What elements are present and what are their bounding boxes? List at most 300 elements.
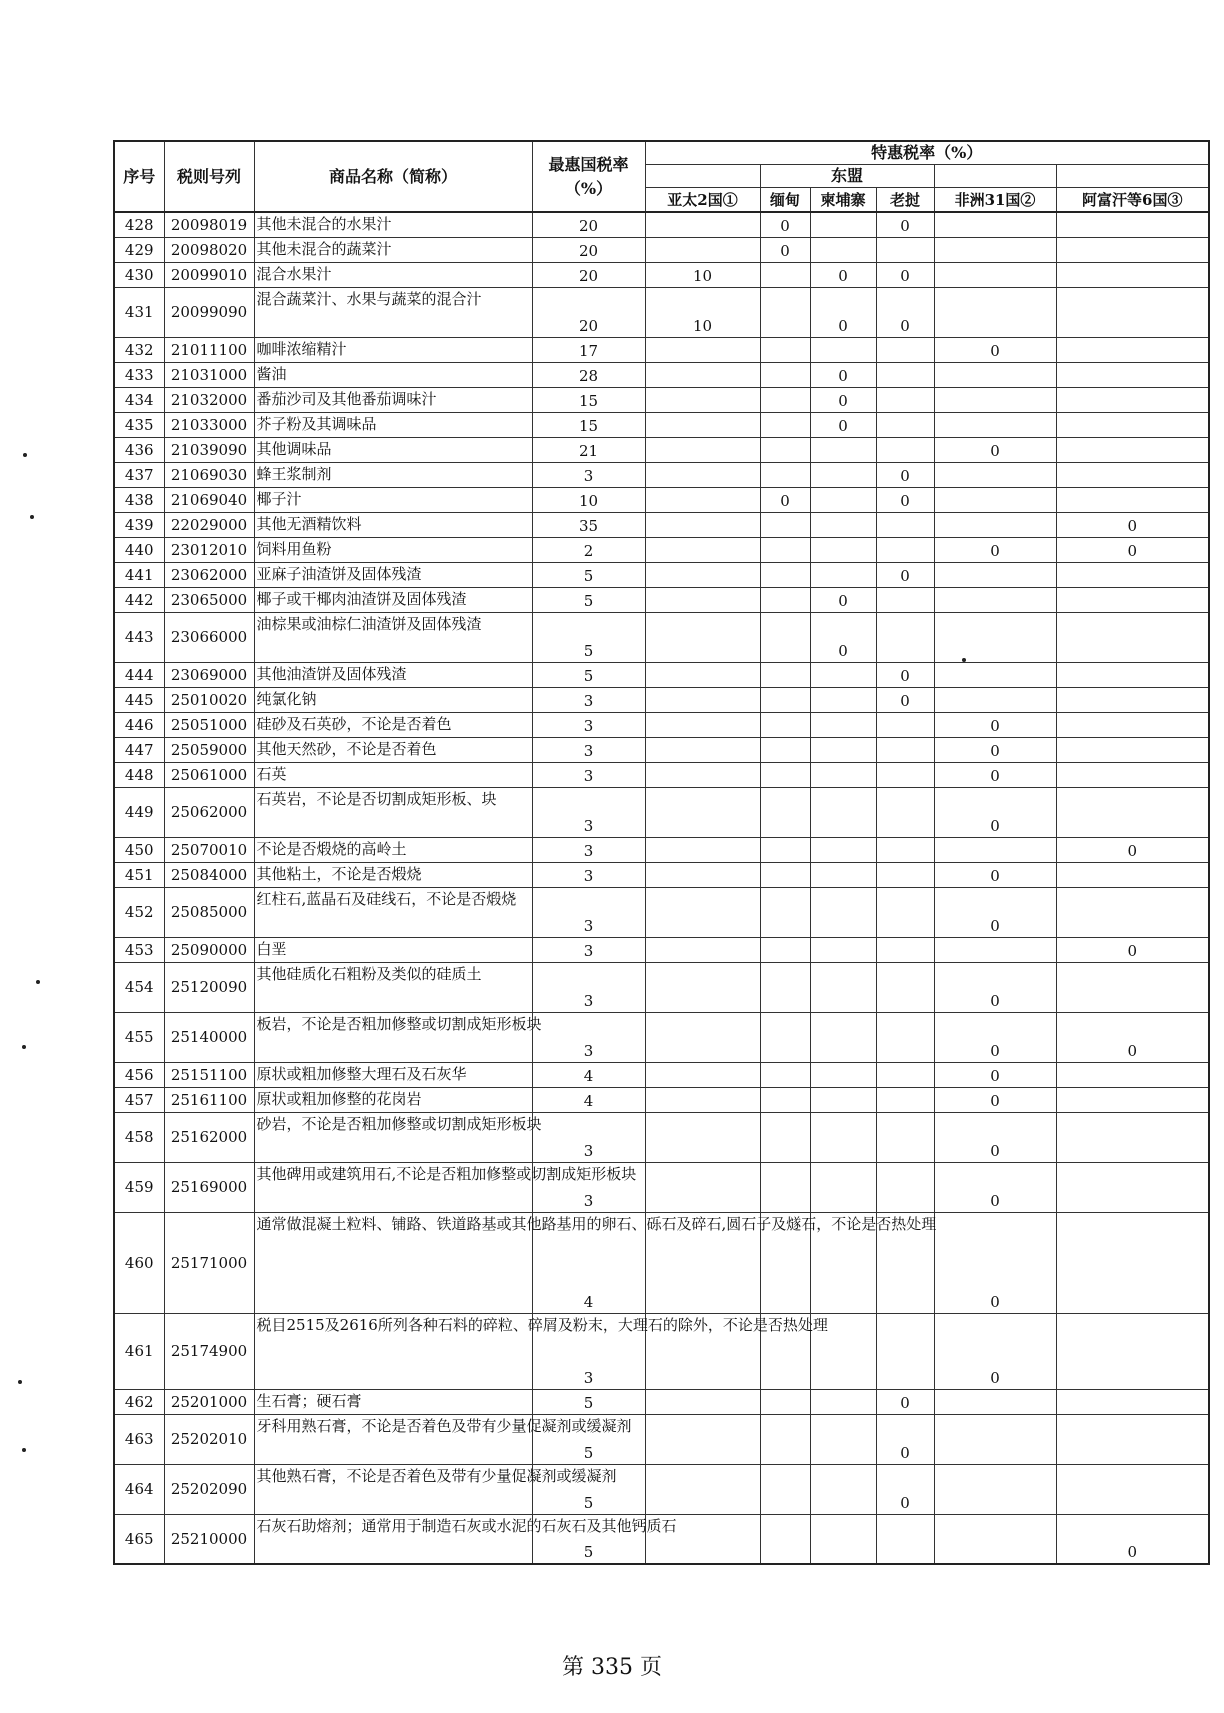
cell-apta [645,737,760,762]
cell-name: 其他未混合的蔬菜汁 [254,237,532,262]
cell-apta [645,512,760,537]
table-header [114,141,1209,212]
table-row [114,687,1209,712]
cell-myanmar [760,712,810,737]
cell-myanmar [760,462,810,487]
cell-cambodia [810,962,876,1012]
cell-afghanistan [1056,412,1209,437]
cell-afghanistan [1056,387,1209,412]
cell-afghanistan [1056,762,1209,787]
cell-cambodia: 0 [810,387,876,412]
cell-myanmar [760,687,810,712]
table-row [114,1112,1209,1162]
cell-africa: 0 [934,1062,1056,1087]
cell-myanmar [760,1012,810,1062]
table-row [114,612,1209,662]
cell-name: 原状或粗加修整的花岗岩 [254,1087,532,1112]
cell-seq: 441 [114,562,164,587]
cell-myanmar [760,937,810,962]
cell-myanmar [760,537,810,562]
scan-speck [22,1045,26,1049]
scan-speck [962,658,966,662]
cell-seq: 451 [114,862,164,887]
cell-seq: 428 [114,212,164,237]
table-row [114,1062,1209,1087]
cell-apta [645,587,760,612]
cell-name: 芥子粉及其调味品 [254,412,532,437]
cell-laos [876,412,934,437]
cell-afghanistan: 0 [1056,512,1209,537]
cell-name: 石灰石助熔剂；通常用于制造石灰或水泥的石灰石及其他钙质石 [254,1514,532,1564]
cell-seq: 452 [114,887,164,937]
cell-africa: 0 [934,1162,1056,1212]
cell-seq: 448 [114,762,164,787]
cell-afghanistan [1056,1212,1209,1313]
cell-name: 纯氯化钠 [254,687,532,712]
cell-seq: 460 [114,1212,164,1313]
cell-afghanistan [1056,1313,1209,1389]
cell-apta [645,762,760,787]
cell-laos: 0 [876,1389,934,1414]
cell-cambodia [810,762,876,787]
table-row [114,937,1209,962]
header-afghanistan: 阿富汗等6国③ [1056,188,1209,213]
cell-cambodia [810,437,876,462]
cell-seq: 432 [114,337,164,362]
cell-africa: 0 [934,1212,1056,1313]
cell-laos: 0 [876,1414,934,1464]
cell-apta [645,862,760,887]
cell-mfn: 3 [532,1012,645,1062]
cell-afghanistan [1056,862,1209,887]
cell-africa [934,587,1056,612]
cell-myanmar [760,1464,810,1514]
cell-laos [876,962,934,1012]
cell-mfn: 3 [532,712,645,737]
cell-code: 25202010 [164,1414,254,1464]
cell-africa: 0 [934,862,1056,887]
cell-africa: 0 [934,537,1056,562]
table-row [114,1212,1209,1313]
cell-africa [934,1414,1056,1464]
cell-afghanistan [1056,212,1209,237]
cell-name: 咖啡浓缩精汁 [254,337,532,362]
cell-apta [645,1012,760,1062]
cell-laos [876,887,934,937]
cell-myanmar [760,862,810,887]
cell-afghanistan [1056,687,1209,712]
cell-myanmar [760,1514,810,1564]
cell-code: 20099010 [164,262,254,287]
cell-laos [876,237,934,262]
cell-seq: 458 [114,1112,164,1162]
cell-mfn: 20 [532,262,645,287]
cell-myanmar: 0 [760,487,810,512]
cell-name: 红柱石,蓝晶石及硅线石，不论是否煅烧 [254,887,532,937]
cell-africa [934,262,1056,287]
cell-seq: 439 [114,512,164,537]
cell-apta [645,937,760,962]
cell-laos [876,437,934,462]
cell-myanmar [760,562,810,587]
cell-laos [876,587,934,612]
cell-apta [645,787,760,837]
cell-code: 25171000 [164,1212,254,1313]
cell-seq: 464 [114,1464,164,1514]
cell-laos [876,387,934,412]
table-row [114,1464,1209,1514]
cell-myanmar [760,587,810,612]
header-apta: 亚太2国① [645,188,760,213]
table-row [114,212,1209,237]
scan-speck [23,453,27,457]
cell-apta [645,337,760,362]
cell-seq: 434 [114,387,164,412]
cell-name: 其他油渣饼及固体残渣 [254,662,532,687]
cell-apta [645,1087,760,1112]
cell-myanmar [760,962,810,1012]
cell-name: 其他硅质化石粗粉及类似的硅质土 [254,962,532,1012]
cell-myanmar [760,887,810,937]
cell-seq: 459 [114,1162,164,1212]
cell-name: 硅砂及石英砂，不论是否着色 [254,712,532,737]
cell-cambodia [810,1162,876,1212]
cell-name: 通常做混凝土粒料、铺路、铁道路基或其他路基用的卵石、砾石及碎石,圆石子及燧石，不论是否热处理 [254,1212,532,1313]
cell-africa [934,562,1056,587]
cell-apta [645,537,760,562]
cell-laos: 0 [876,487,934,512]
cell-mfn: 5 [532,1414,645,1464]
cell-mfn: 4 [532,1062,645,1087]
cell-code: 25084000 [164,862,254,887]
cell-africa [934,212,1056,237]
cell-africa [934,687,1056,712]
cell-myanmar [760,262,810,287]
cell-afghanistan [1056,587,1209,612]
cell-cambodia [810,537,876,562]
cell-apta [645,562,760,587]
cell-name: 生石膏；硬石膏 [254,1389,532,1414]
cell-apta [645,362,760,387]
cell-cambodia: 0 [810,262,876,287]
cell-name: 混合蔬菜汁、水果与蔬菜的混合汁 [254,287,532,337]
scan-speck [18,1380,22,1384]
table-row [114,837,1209,862]
cell-name: 番茄沙司及其他番茄调味汁 [254,387,532,412]
cell-apta [645,1414,760,1464]
table-row [114,462,1209,487]
cell-laos: 0 [876,1464,934,1514]
cell-code: 25070010 [164,837,254,862]
scan-speck [36,980,40,984]
cell-africa [934,462,1056,487]
cell-afghanistan [1056,1062,1209,1087]
cell-code: 25085000 [164,887,254,937]
cell-cambodia [810,1514,876,1564]
cell-mfn: 3 [532,737,645,762]
cell-cambodia [810,1012,876,1062]
cell-myanmar [760,837,810,862]
cell-mfn: 20 [532,287,645,337]
cell-laos: 0 [876,462,934,487]
cell-laos [876,762,934,787]
cell-mfn: 3 [532,687,645,712]
cell-seq: 440 [114,537,164,562]
scan-speck [22,1448,26,1452]
cell-myanmar [760,787,810,837]
cell-myanmar [760,412,810,437]
cell-code: 25010020 [164,687,254,712]
cell-apta [645,1464,760,1514]
cell-apta [645,687,760,712]
cell-code: 23066000 [164,612,254,662]
cell-mfn: 3 [532,837,645,862]
cell-name: 石英岩，不论是否切割成矩形板、块 [254,787,532,837]
cell-cambodia [810,1112,876,1162]
cell-laos: 0 [876,287,934,337]
cell-laos [876,337,934,362]
cell-apta [645,412,760,437]
cell-name: 原状或粗加修整大理石及石灰华 [254,1062,532,1087]
cell-africa [934,937,1056,962]
cell-name: 蜂王浆制剂 [254,462,532,487]
cell-name: 石英 [254,762,532,787]
cell-seq: 444 [114,662,164,687]
cell-myanmar [760,1112,810,1162]
table-row [114,1414,1209,1464]
cell-apta [645,612,760,662]
cell-code: 20099090 [164,287,254,337]
cell-code: 25090000 [164,937,254,962]
table-row [114,437,1209,462]
cell-africa: 0 [934,737,1056,762]
cell-cambodia: 0 [810,587,876,612]
cell-mfn: 5 [532,562,645,587]
cell-name: 混合水果汁 [254,262,532,287]
cell-africa: 0 [934,1012,1056,1062]
cell-afghanistan: 0 [1056,537,1209,562]
cell-mfn: 2 [532,537,645,562]
cell-myanmar [760,437,810,462]
cell-africa: 0 [934,887,1056,937]
header-blank-apta [645,165,760,188]
cell-mfn: 5 [532,587,645,612]
cell-code: 21032000 [164,387,254,412]
cell-africa [934,1464,1056,1514]
table-row [114,662,1209,687]
cell-code: 21031000 [164,362,254,387]
cell-myanmar [760,512,810,537]
cell-seq: 450 [114,837,164,862]
cell-mfn: 5 [532,662,645,687]
cell-code: 25061000 [164,762,254,787]
cell-seq: 443 [114,612,164,662]
cell-afghanistan [1056,237,1209,262]
cell-code: 25051000 [164,712,254,737]
cell-name: 不论是否煅烧的高岭土 [254,837,532,862]
cell-mfn: 3 [532,887,645,937]
cell-seq: 461 [114,1313,164,1389]
cell-africa [934,487,1056,512]
table-row [114,487,1209,512]
cell-code: 25140000 [164,1012,254,1062]
cell-cambodia [810,1087,876,1112]
cell-cambodia [810,562,876,587]
cell-laos [876,1062,934,1087]
cell-afghanistan [1056,287,1209,337]
cell-seq: 433 [114,362,164,387]
cell-code: 23062000 [164,562,254,587]
cell-mfn: 3 [532,937,645,962]
cell-afghanistan [1056,1087,1209,1112]
cell-name: 白垩 [254,937,532,962]
table-row [114,787,1209,837]
cell-myanmar [760,337,810,362]
cell-laos: 0 [876,687,934,712]
cell-myanmar: 0 [760,212,810,237]
cell-africa [934,837,1056,862]
cell-cambodia [810,737,876,762]
cell-afghanistan [1056,1112,1209,1162]
cell-africa [934,1389,1056,1414]
cell-myanmar [760,737,810,762]
cell-cambodia [810,487,876,512]
cell-code: 21033000 [164,412,254,437]
cell-cambodia [810,862,876,887]
table-row [114,737,1209,762]
cell-myanmar [760,662,810,687]
cell-afghanistan [1056,887,1209,937]
cell-afghanistan [1056,1389,1209,1414]
cell-myanmar [760,287,810,337]
cell-apta [645,1062,760,1087]
cell-seq: 442 [114,587,164,612]
cell-africa [934,612,1056,662]
cell-laos: 0 [876,562,934,587]
header-myanmar: 缅甸 [760,188,810,213]
cell-apta [645,462,760,487]
cell-cambodia [810,1464,876,1514]
cell-seq: 454 [114,962,164,1012]
table-row [114,887,1209,937]
cell-cambodia [810,1062,876,1087]
cell-code: 21011100 [164,337,254,362]
cell-africa [934,412,1056,437]
cell-apta [645,1162,760,1212]
cell-laos [876,862,934,887]
cell-africa: 0 [934,787,1056,837]
table-row [114,512,1209,537]
table-row [114,712,1209,737]
cell-mfn: 21 [532,437,645,462]
header-blank-afghanistan [1056,165,1209,188]
cell-myanmar [760,1389,810,1414]
cell-name: 其他调味品 [254,437,532,462]
scan-speck [30,515,34,519]
cell-laos [876,1514,934,1564]
cell-afghanistan [1056,487,1209,512]
cell-apta: 10 [645,262,760,287]
cell-afghanistan: 0 [1056,837,1209,862]
cell-afghanistan [1056,1414,1209,1464]
cell-apta [645,837,760,862]
cell-seq: 437 [114,462,164,487]
cell-name: 其他粘土，不论是否煅烧 [254,862,532,887]
cell-code: 21039090 [164,437,254,462]
page-number: 第 335 页 [562,1655,662,1680]
cell-myanmar [760,762,810,787]
cell-africa [934,362,1056,387]
cell-apta: 10 [645,287,760,337]
table-row [114,1012,1209,1062]
cell-apta [645,887,760,937]
cell-name: 椰子或干椰肉油渣饼及固体残渣 [254,587,532,612]
cell-cambodia [810,787,876,837]
cell-laos [876,1087,934,1112]
cell-seq: 447 [114,737,164,762]
header-laos: 老挝 [876,188,934,213]
table-row [114,1087,1209,1112]
cell-laos [876,612,934,662]
header-blank-africa [934,165,1056,188]
cell-name: 亚麻子油渣饼及固体残渣 [254,562,532,587]
cell-cambodia [810,512,876,537]
cell-afghanistan [1056,712,1209,737]
cell-myanmar [760,1087,810,1112]
cell-apta [645,1112,760,1162]
cell-cambodia [810,837,876,862]
cell-afghanistan [1056,362,1209,387]
cell-seq: 465 [114,1514,164,1564]
cell-afghanistan [1056,1464,1209,1514]
cell-cambodia [810,1414,876,1464]
cell-afghanistan [1056,962,1209,1012]
cell-code: 25169000 [164,1162,254,1212]
cell-africa [934,287,1056,337]
cell-name: 其他未混合的水果汁 [254,212,532,237]
cell-cambodia [810,1389,876,1414]
cell-mfn: 20 [532,237,645,262]
cell-mfn: 3 [532,862,645,887]
table-row [114,562,1209,587]
cell-cambodia [810,937,876,962]
cell-mfn: 35 [532,512,645,537]
cell-laos: 0 [876,212,934,237]
cell-afghanistan [1056,437,1209,462]
cell-mfn: 3 [532,962,645,1012]
cell-name: 油棕果或油棕仁油渣饼及固体残渣 [254,612,532,662]
cell-seq: 435 [114,412,164,437]
cell-mfn: 5 [532,1389,645,1414]
cell-seq: 456 [114,1062,164,1087]
cell-code: 23069000 [164,662,254,687]
cell-cambodia: 0 [810,287,876,337]
cell-mfn: 15 [532,412,645,437]
cell-mfn: 28 [532,362,645,387]
cell-seq: 445 [114,687,164,712]
cell-apta [645,662,760,687]
cell-name: 酱油 [254,362,532,387]
table-row [114,287,1209,337]
cell-laos [876,837,934,862]
cell-laos [876,1112,934,1162]
cell-apta [645,387,760,412]
cell-africa: 0 [934,437,1056,462]
cell-name: 其他碑用或建筑用石,不论是否粗加修整或切割成矩形板块 [254,1162,532,1212]
table-row [114,962,1209,1012]
cell-mfn: 4 [532,1212,645,1313]
cell-africa [934,512,1056,537]
